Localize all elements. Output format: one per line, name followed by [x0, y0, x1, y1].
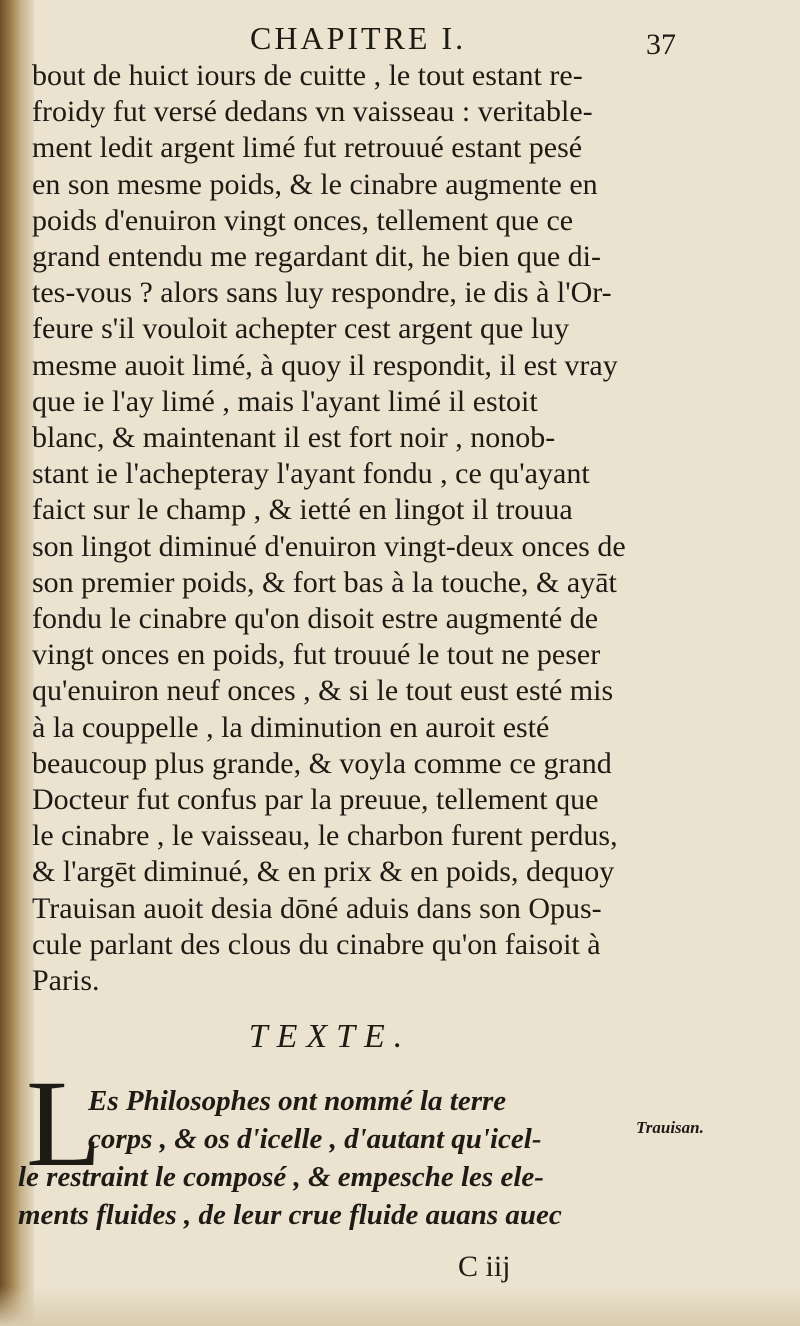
text-line: feure s'il vouloit achepter cest argent que luy [32, 312, 570, 346]
margin-note: Trauisan. [636, 1118, 704, 1137]
text-line: stant ie l'achepteray l'ayant fondu , ce qu'ayant [32, 457, 590, 491]
text-line: cule parlant des clous du cinabre qu'on faisoit à [32, 927, 601, 961]
text-line: fondu le cinabre qu'on disoit estre augmenté de [32, 602, 599, 636]
section-line: Es Philosophes ont nommé la terre [88, 1085, 507, 1117]
text-line: son lingot diminué d'enuiron vingt-deux onces de [32, 529, 626, 563]
text-line: beaucoup plus grande, & voyla comme ce grand [32, 746, 612, 780]
text-line: Paris. [32, 964, 100, 998]
text-line: ment ledit argent limé fut retrouué estant pesé [32, 131, 583, 165]
text-line: vingt onces en poids, fut trouué le tout ne peser [32, 638, 601, 672]
signature-mark: C iij [458, 1250, 511, 1283]
body-text [32, 58, 692, 999]
text-line: faict sur le champ , & ietté en lingot il trouua [32, 493, 573, 527]
text-line: Trauisan auoit desia dōné aduis dans son Opus- [32, 891, 602, 925]
text-line: froidy fut versé dedans vn vaisseau : veritable- [32, 95, 593, 129]
section-heading: TEXTE. [248, 1018, 412, 1055]
text-line: son premier poids, & fort bas à la touche, & ayāt [32, 565, 617, 599]
section-text [18, 1082, 668, 1234]
text-line: poids d'enuiron vingt onces, tellement que ce [32, 203, 574, 237]
text-line: le cinabre , le vaisseau, le charbon furent perdus, [32, 819, 618, 853]
text-line: Docteur fut confus par la preuue, tellement que [32, 783, 599, 817]
text-line: & l'argēt diminué, & en prix & en poids, dequoy [32, 855, 615, 889]
page-bottom-edge [0, 1286, 800, 1326]
text-line: blanc, & maintenant il est fort noir , nonob- [32, 421, 556, 455]
page-number: 37 [646, 28, 676, 61]
running-title: CHAPITRE I. [250, 20, 467, 56]
section-line: corps , & os d'icelle , d'autant qu'icel- [88, 1123, 542, 1155]
text-line: mesme auoit limé, à quoy il respondit, il est vray [32, 348, 618, 382]
drop-cap-letter: L [26, 1055, 102, 1192]
page-header [40, 14, 740, 64]
section-line: le restraint le composé , & empesche les ele- [18, 1161, 544, 1193]
text-line: grand entendu me regardant dit, he bien que di- [32, 240, 601, 274]
text-line: qu'enuiron neuf onces , & si le tout eust esté mis [32, 674, 614, 708]
text-line: bout de huict iours de cuitte , le tout estant re- [32, 59, 583, 92]
section-line: ments fluides , de leur crue fluide auans auec [18, 1199, 562, 1231]
text-line: tes-vous ? alors sans luy respondre, ie dis à l'Or- [32, 276, 612, 310]
text-line: en son mesme poids, & le cinabre augmente en [32, 167, 598, 201]
text-line: que ie l'ay limé , mais l'ayant limé il estoit [32, 384, 538, 418]
text-line: à la couppelle , la diminution en auroit esté [32, 710, 550, 744]
